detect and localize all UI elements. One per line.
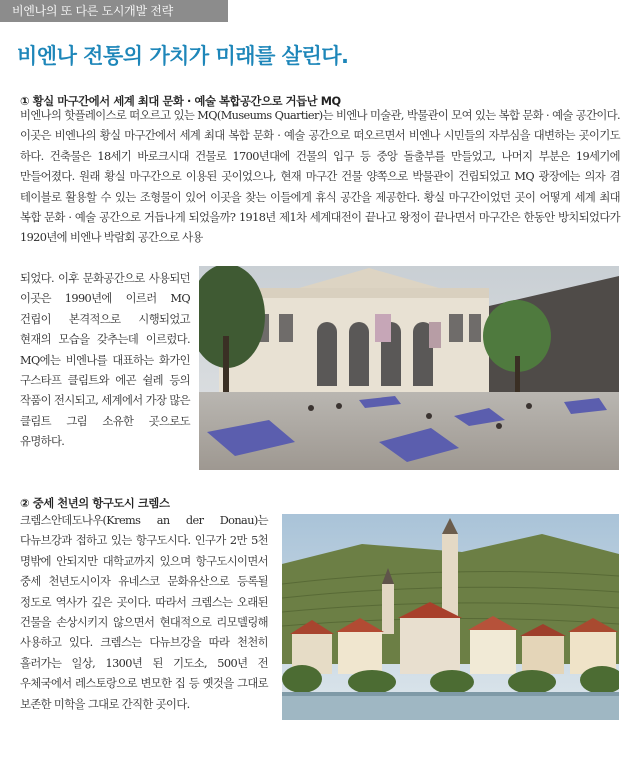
- section-tag: 비엔나의 또 다른 도시개발 전략: [0, 0, 228, 22]
- krems-photo: [282, 514, 619, 720]
- museumsquartier-photo: [199, 266, 619, 470]
- section1-title: ① 황실 마구간에서 세계 최대 문화 · 예술 복합공간으로 거듭난 MQ: [20, 95, 341, 108]
- section1-continued: 되었다. 이후 문화공간으로 사용되던 이곳은 1990년에 이르러 MQ 건립이 본격적으로 시행되었고 현재의 모습을 갖추는데 이르렀다. MQ에는 비엔나를 대표하는 화가인 구스타프 클림트와 에곤 쉴레 등의 작품이 전시되고, 세계에서 가장 많은 클림트 그림 소유한 곳으로도 유명하다.: [20, 272, 190, 449]
- page-headline: 비엔나 전통의 가치가 미래를 살린다.: [17, 44, 349, 68]
- section1-intro: 비엔나의 핫플레이스로 떠오르고 있는 MQ(Museums Quartier)는 비엔나 미술관, 박물관이 모여 있는 복합 문화 · 예술 공간이다. 이곳은 비엔나의 황실 마구간에서 세계 최대 복합 문화 · 예술 공간으로 떠오르면서 비엔나 시민들의 자부심을 대변하는 곳이기도 하다. 건축물은 18세기 바로크시대 건물로 1700년대에 건물의 입구 등 중앙 돌출부를 만들었고, 나머지 부분은 19세기에 만들어졌다. 원래 황실 마구간으로 이용된 곳이었으나, 현재 마구간 건물 양쪽으로 박물관이 건립되었고 MQ 광장에는 의자 겸 테이블로 활용할 수 있는 조형물이 있어 이곳을 찾는 이들에게 휴식 공간을 제공한다. 황실 마구간이었던 곳이 어떻게 세계 최대 복합 문화 · 예술 공간으로 거듭나게 되었을까? 1918년 제1차 세계대전이 끝나고 왕정이 끝나면서 마구간은 한동안 방치되었다가 1920년에 비엔나 박람회 공간으로 사용: [20, 109, 620, 245]
- section2-body: 크렘스안데도나우(Krems an der Donau)는 다뉴브강과 접하고 있는 항구도시다. 인구가 2만 5천 명밖에 안되지만 대학교까지 있으며 항구도시이면서 중세 천년도시이자 유네스코 문화유산으로 등록될 정도로 역사가 깊은 곳이다. 따라서 크렘스는 오래된 건물을 손상시키지 않으면서 현대적으로 리모델링해 사용하고 있다. 크렘스는 다뉴브강을 따라 천천히 흘러가는 일상, 1300년 된 기도소, 500년 전 우체국에서 레스토랑으로 변모한 집 등 옛것을 그대로 보존한 미학을 그대로 간직한 곳이다.: [20, 514, 268, 711]
- section2-title: ② 중세 천년의 항구도시 크렘스: [20, 497, 170, 510]
